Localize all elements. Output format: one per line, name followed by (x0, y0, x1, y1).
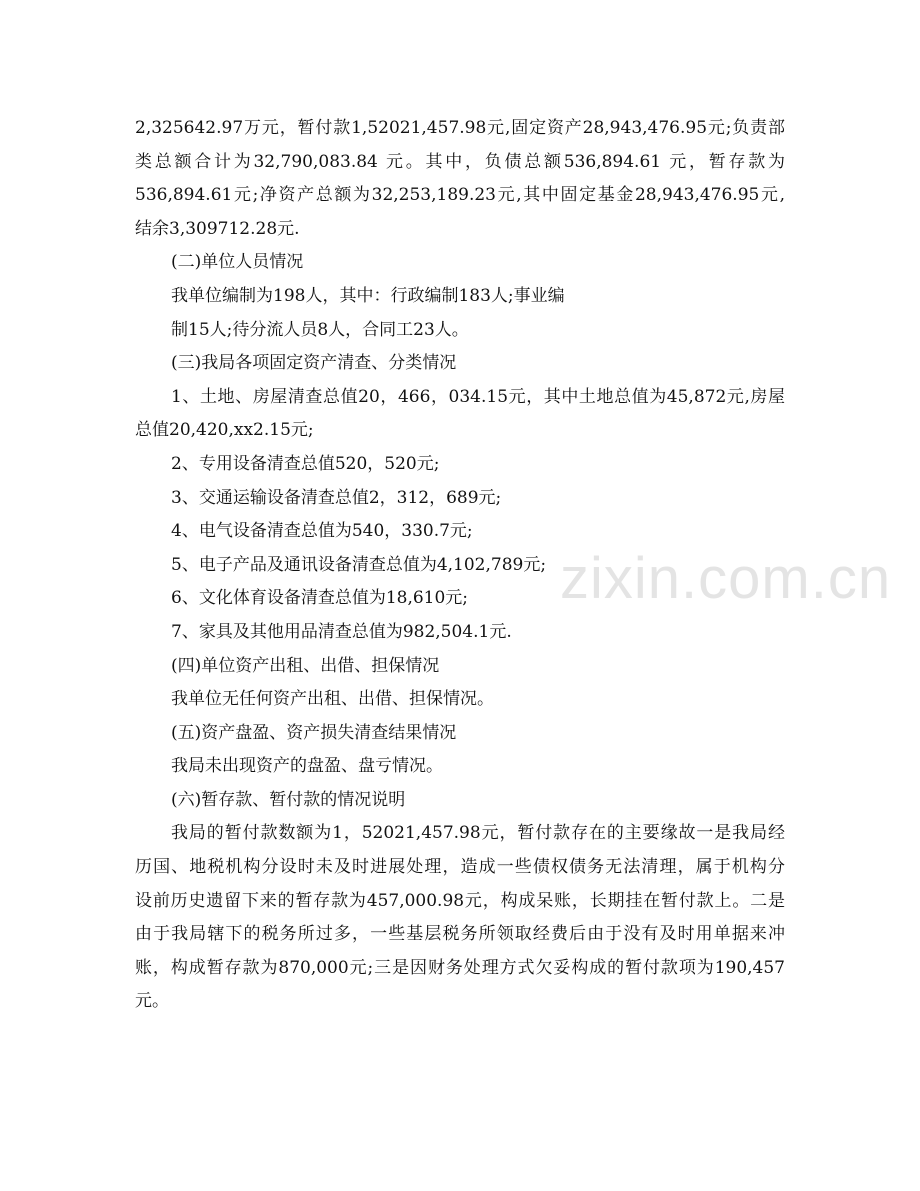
list-item: 6、文化体育设备清查总值为18,610元; (171, 588, 469, 609)
paragraph-line: 536,894.61元;净资产总额为32,253,189.23元,其中固定基金28,943,476.95元, (135, 185, 785, 206)
paragraph-line: 我局未出现资产的盘盈、盘亏情况。 (171, 756, 443, 777)
list-item: 5、电子产品及通讯设备清查总值为4,102,789元; (171, 554, 547, 575)
list-item-continuation: 总值20,420,xx2.15元; (135, 420, 314, 441)
section-heading: (五)资产盘盈、资产损失清查结果情况 (171, 722, 457, 743)
section-heading: (二)单位人员情况 (171, 252, 304, 273)
paragraph-line: 由于我局辖下的税务所过多，一些基层税务所领取经费后由于没有及时用单据来冲 (135, 924, 785, 945)
paragraph-line: 设前历史遗留下来的暂存款为457,000.98元，构成呆账，长期挂在暂付款上。二是 (135, 890, 785, 911)
list-item: 7、家具及其他用品清查总值为982,504.1元. (171, 621, 512, 642)
document-body (135, 112, 785, 1019)
paragraph-line: 2,325642.97万元，暂付款1,52021,457.98元,固定资产28,943,476.95元;负责部 (135, 118, 785, 138)
paragraph-line: 历国、地税机构分设时未及时进展处理，造成一些债权债务无法清理，属于机构分 (135, 857, 785, 878)
paragraph-line: 类总额合计为32,790,083.84 元。其中，负债总额536,894.61 元，暂存款为 (135, 151, 785, 172)
section-heading: (三)我局各项固定资产清查、分类情况 (171, 353, 457, 374)
list-item: 4、电气设备清查总值为540，330.7元; (171, 521, 473, 542)
section-heading: (四)单位资产出租、出借、担保情况 (171, 655, 440, 676)
paragraph-line: 账，构成暂存款为870,000元;三是因财务处理方式欠妥构成的暂付款项为190,457 (135, 957, 785, 978)
paragraph-line: 结余3,309712.28元. (135, 218, 300, 239)
paragraph-line: 制15人;待分流人员8人，合同工23人。 (171, 319, 469, 340)
paragraph-line: 元。 (135, 991, 169, 1012)
paragraph-line: 我单位编制为198人，其中：行政编制183人;事业编 (171, 285, 565, 306)
paragraph-line: 我单位无任何资产出租、出借、担保情况。 (171, 689, 494, 710)
list-item: 2、专用设备清查总值520，520元; (171, 453, 440, 474)
list-item: 1、土地、房屋清查总值20，466，034.15元，其中土地总值为45,872元,房屋 (171, 386, 785, 407)
list-item: 3、交通运输设备清查总值2，312，689元; (171, 487, 502, 508)
paragraph-line: 我局的暂付款数额为1，52021,457.98元，暂付款存在的主要缘故一是我局经 (171, 823, 785, 844)
section-heading: (六)暂存款、暂付款的情况说明 (171, 789, 406, 810)
watermark: zixin.com.cn (560, 546, 892, 611)
